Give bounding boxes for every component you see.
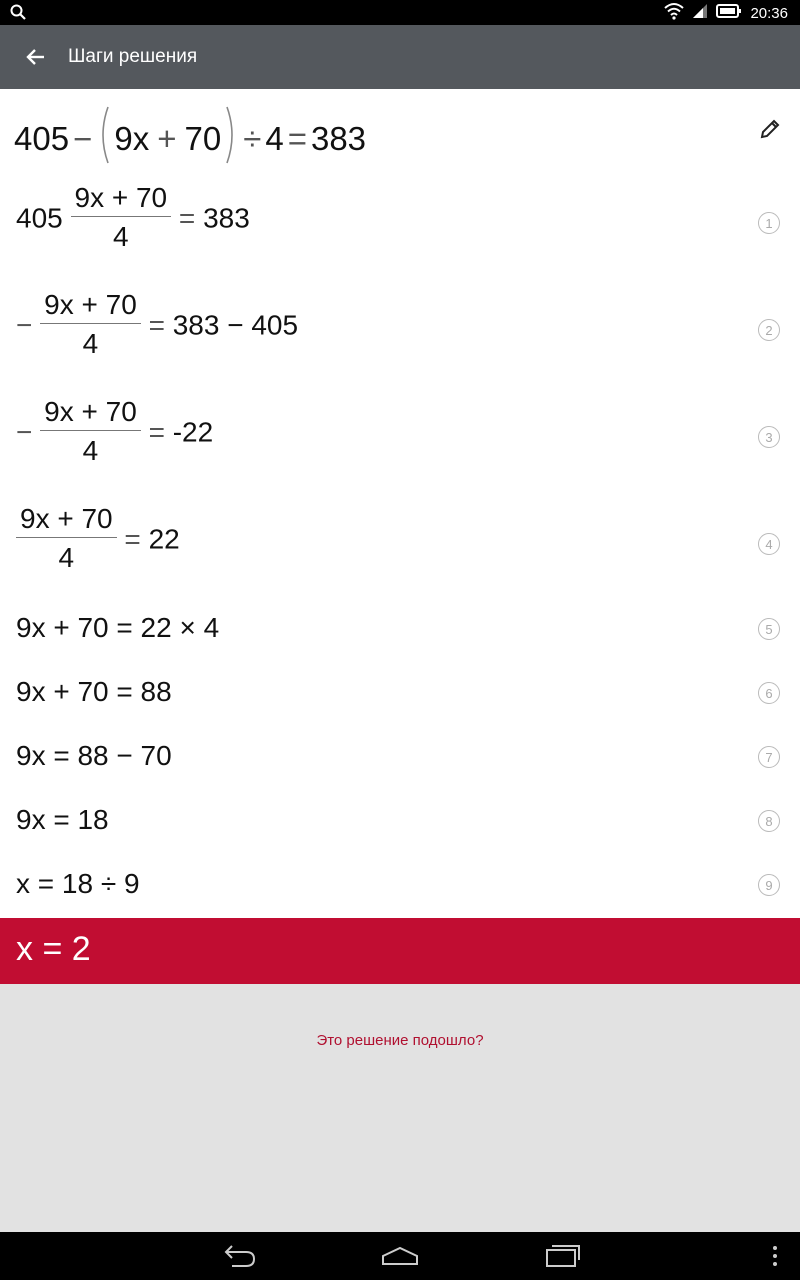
eq-part: 4	[265, 120, 284, 157]
battery-icon	[716, 3, 742, 23]
fraction-numerator: 9x + 70	[16, 501, 117, 538]
fraction-denominator: 4	[82, 435, 99, 466]
step-rhs: -22	[172, 416, 214, 448]
fraction-numerator: 9x + 70	[40, 287, 141, 324]
eq-part: 405	[14, 120, 70, 157]
fraction-numerator: 9x + 70	[40, 394, 141, 431]
signal-icon	[692, 3, 708, 23]
step-text: 9x = 88 − 70	[16, 740, 172, 771]
step-text: 9x = 18	[16, 804, 109, 835]
step-number: 9	[758, 874, 780, 896]
step-7	[0, 740, 800, 780]
eq-part: +	[157, 120, 177, 157]
eq-part: 9x	[114, 120, 150, 157]
step-number: 1	[758, 212, 780, 234]
step-prefix: −	[16, 416, 33, 448]
feedback-area	[0, 984, 800, 1232]
step-2	[0, 287, 800, 377]
right-paren-icon	[225, 105, 239, 173]
step-number: 4	[758, 533, 780, 555]
back-arrow-icon[interactable]	[24, 45, 48, 69]
equals-sign: =	[124, 523, 141, 555]
status-bar	[0, 0, 800, 25]
step-number: 8	[758, 810, 780, 832]
fraction	[40, 287, 141, 364]
menu-dots-icon[interactable]	[770, 1242, 780, 1270]
answer-bar	[0, 918, 800, 984]
app-bar	[0, 25, 800, 89]
step-4	[0, 501, 800, 591]
step-rhs: 383 − 405	[172, 309, 299, 341]
step-8	[0, 804, 800, 844]
fraction	[40, 394, 141, 471]
step-number: 3	[758, 426, 780, 448]
equals-sign: =	[148, 416, 165, 448]
eq-part: 70	[184, 120, 222, 157]
fraction-numerator: 9x + 70	[71, 180, 172, 217]
step-5	[0, 612, 800, 652]
step-6	[0, 676, 800, 716]
step-number: 7	[758, 746, 780, 768]
answer-text: x = 2	[16, 930, 91, 968]
equals-sign: =	[148, 309, 165, 341]
wifi-icon	[664, 2, 684, 24]
back-nav-icon[interactable]	[218, 1242, 258, 1270]
fraction-denominator: 4	[58, 542, 75, 573]
step-text: 9x + 70 = 88	[16, 676, 172, 707]
step-number: 5	[758, 618, 780, 640]
step-prefix: 405	[16, 202, 63, 234]
left-paren-icon	[96, 105, 110, 173]
step-prefix: −	[16, 309, 33, 341]
step-text: x = 18 ÷ 9	[16, 868, 140, 899]
search-icon[interactable]	[10, 4, 26, 25]
fraction-denominator: 4	[82, 328, 99, 359]
equals-sign: =	[178, 202, 196, 234]
step-9	[0, 868, 800, 908]
step-number: 6	[758, 682, 780, 704]
pencil-icon[interactable]	[758, 117, 782, 141]
step-text: 9x + 70 = 22 × 4	[16, 612, 220, 643]
step-number: 2	[758, 319, 780, 341]
fraction	[16, 501, 117, 578]
fraction	[71, 180, 172, 257]
navigation-bar	[0, 1232, 800, 1280]
problem-equation	[0, 89, 800, 175]
status-time: 20:36	[750, 4, 788, 22]
feedback-link[interactable]: Это решение подошло?	[316, 1032, 484, 1049]
page-title: Шаги решения	[68, 46, 198, 67]
eq-part: −	[73, 120, 93, 157]
step-rhs: 383	[203, 202, 250, 234]
step-1	[0, 180, 800, 270]
step-3	[0, 394, 800, 484]
eq-part: =	[287, 120, 307, 157]
fraction-denominator: 4	[113, 221, 129, 252]
eq-part: ÷	[243, 120, 262, 157]
home-nav-icon[interactable]	[380, 1242, 420, 1270]
step-rhs: 22	[148, 523, 180, 555]
eq-part: 383	[310, 120, 367, 157]
recents-nav-icon[interactable]	[543, 1242, 583, 1270]
